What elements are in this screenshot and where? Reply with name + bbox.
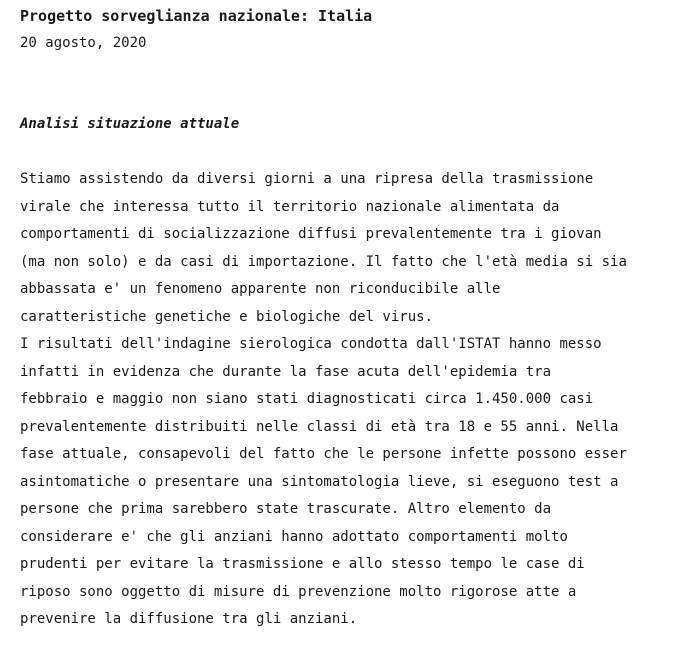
body-paragraph — [20, 166, 685, 634]
body-line: virale che interessa tutto il territorio nazionale alimentata da — [20, 198, 560, 215]
body-line: (ma non solo) e da casi di importazione. Il fatto che l'età media si sia — [20, 253, 627, 270]
document — [20, 0, 685, 634]
body-line: comportamenti di socializzazione diffusi prevalentemente tra i giovan — [20, 226, 602, 242]
body-line: persone che prima sarebbero state trascurate. Altro elemento da — [20, 501, 552, 517]
body-line: Stiamo assistendo da diversi giorni a una ripresa della trasmissione — [20, 171, 594, 187]
body-line: considerare e' che gli anziani hanno adottato comportamenti molto — [20, 528, 568, 545]
body-line: prevenire la diffusione tra gli anziani. — [20, 611, 358, 627]
body-line: infatti in evidenza che durante la fase acuta dell'epidemia tra — [20, 363, 552, 380]
section-heading: Analisi situazione attuale — [20, 116, 240, 132]
body-line: prevalentemente distribuiti nelle classi di età tra 18 e 55 anni. Nella — [20, 418, 619, 435]
body-line: fase attuale, consapevoli del fatto che le persone infette possono esser — [20, 446, 627, 462]
document-title: Progetto sorveglianza nazionale: Italia — [20, 7, 373, 25]
body-line: caratteristiche genetiche e biologiche del virus. — [20, 308, 434, 325]
document-date: 20 agosto, 2020 — [20, 35, 147, 51]
body-line: prudenti per evitare la trasmissione e allo stesso tempo le case di — [20, 556, 585, 572]
body-line: riposo sono oggetto di misure di prevenzione molto rigorose atte a — [20, 583, 577, 600]
body-line: febbraio e maggio non siano stati diagnosticati circa 1.450.000 casi — [20, 391, 594, 407]
body-line: I risultati dell'indagine sierologica condotta dall'ISTAT hanno messo — [20, 336, 602, 352]
body-line: abbassata e' un fenomeno apparente non riconducibile alle — [20, 281, 501, 297]
body-line: asintomatiche o presentare una sintomatologia lieve, si eseguono test a — [20, 473, 619, 490]
